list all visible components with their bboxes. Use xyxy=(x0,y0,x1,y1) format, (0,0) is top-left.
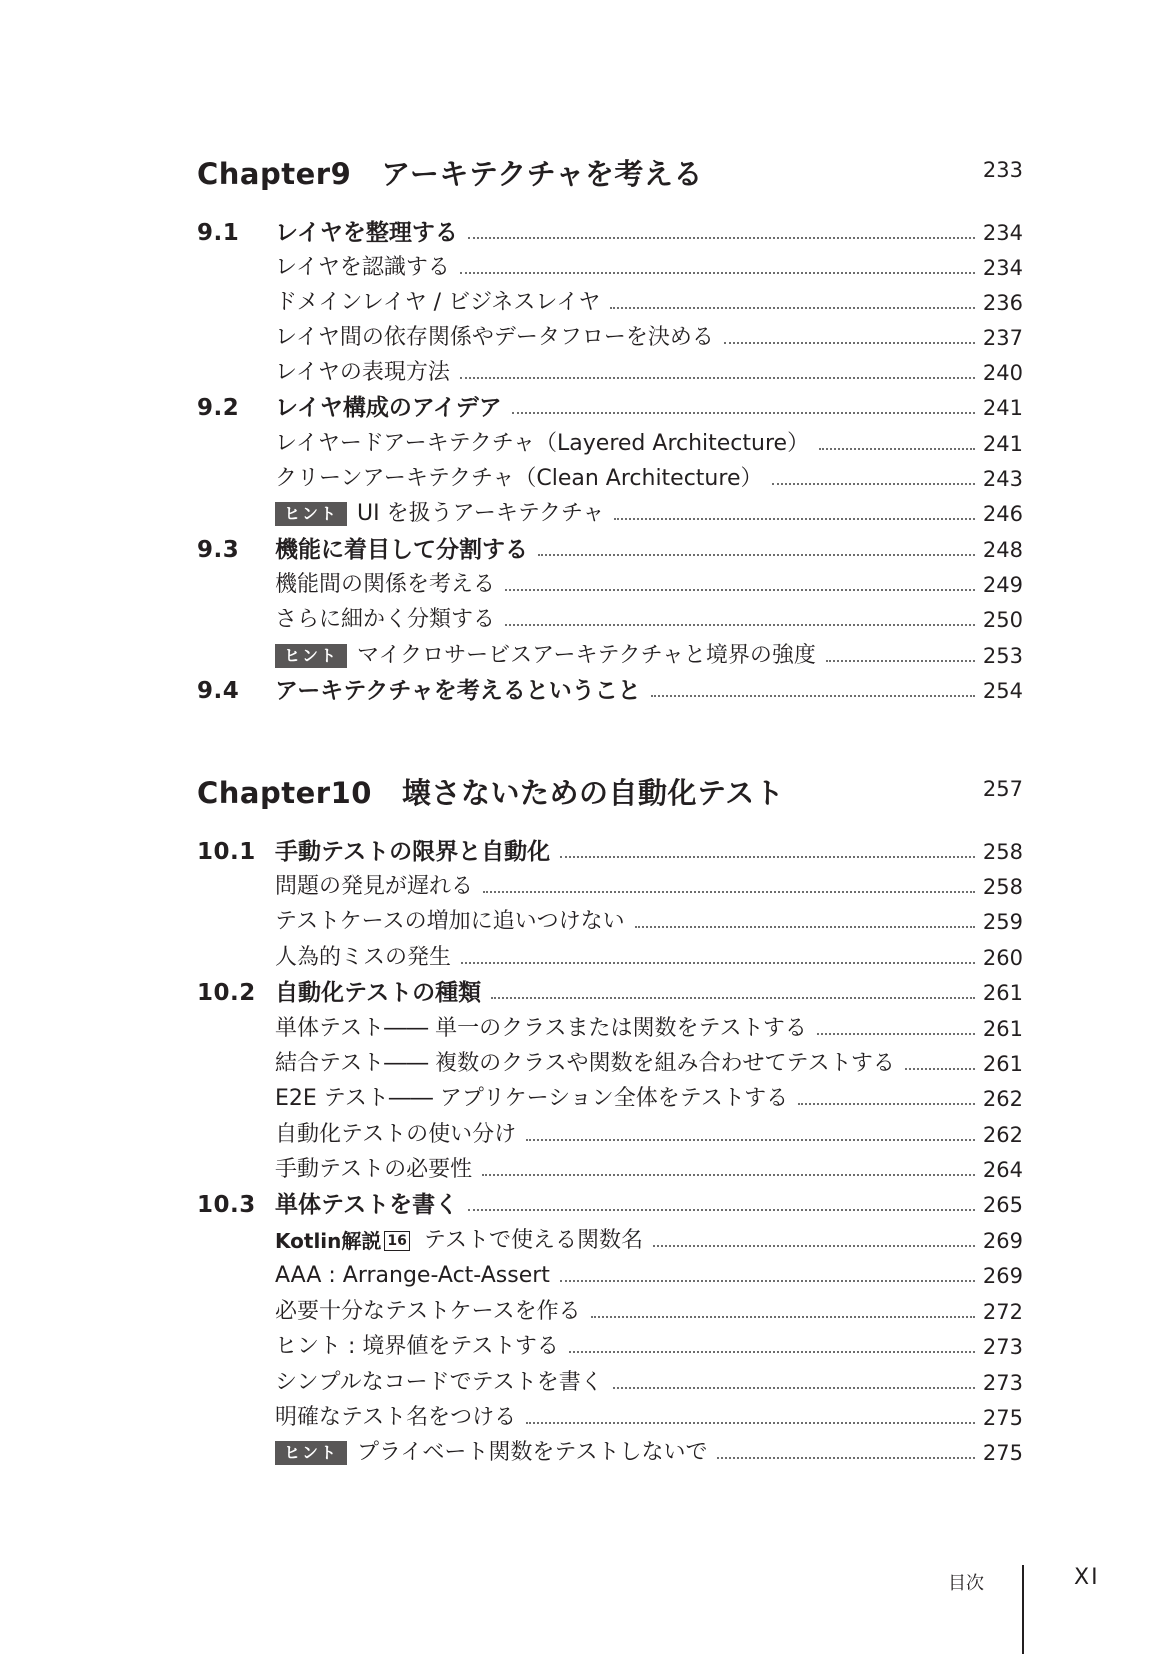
leader-dots xyxy=(460,272,975,274)
leader-dots xyxy=(613,1387,975,1389)
leader-dots xyxy=(526,1139,975,1141)
chapter-page-number: 257 xyxy=(982,777,1023,801)
hint-badge: ヒント xyxy=(275,1441,347,1465)
leader-dots xyxy=(651,695,975,697)
toc-item: レイヤの表現方法 240 xyxy=(275,360,1023,385)
toc-item: 問題の発見が遅れる 258 xyxy=(275,874,1023,899)
leader-dots xyxy=(560,856,975,858)
toc-item: 明確なテスト名をつける 275 xyxy=(275,1405,1023,1430)
footer-divider xyxy=(1022,1565,1024,1654)
toc-item: 人為的ミスの発生 260 xyxy=(275,945,1023,970)
leader-dots xyxy=(482,1174,975,1176)
footer-page-number: XI xyxy=(1074,1565,1100,1590)
leader-dots xyxy=(560,1280,975,1282)
toc-item: クリーンアーキテクチャ（Clean Architecture） 243 xyxy=(275,466,1023,491)
toc-item: 手動テストの必要性 264 xyxy=(275,1157,1023,1182)
hint-badge: ヒント xyxy=(275,644,347,668)
leader-dots xyxy=(653,1245,975,1247)
toc-hint: ヒント プライベート関数をテストしないで 275 xyxy=(197,1436,1023,1470)
leader-dots xyxy=(724,342,975,344)
toc-section: 9.2 レイヤ構成のアイデア 241 xyxy=(197,395,1023,421)
hint-badge: ヒント xyxy=(275,502,347,526)
toc-item: 自動化テストの使い分け 262 xyxy=(275,1122,1023,1147)
leader-dots xyxy=(614,518,975,520)
toc-item: 機能間の関係を考える 249 xyxy=(275,572,1023,597)
toc-item: さらに細かく分類する 250 xyxy=(275,607,1023,632)
leader-dots xyxy=(468,237,975,239)
leader-dots xyxy=(610,307,975,309)
toc-item: シンプルなコードでテストを書く 273 xyxy=(275,1370,1023,1395)
toc-item: レイヤを認識する 234 xyxy=(275,255,1023,280)
toc-item: レイヤードアーキテクチャ（Layered Architecture） 241 xyxy=(275,431,1023,456)
toc-section: 9.1 レイヤを整理する 234 xyxy=(197,220,1023,246)
leader-dots xyxy=(491,997,975,999)
toc-item: レイヤ間の依存関係やデータフローを決める 237 xyxy=(275,325,1023,350)
leader-dots xyxy=(505,589,975,591)
toc-item: AAA : Arrange-Act-Assert 269 xyxy=(275,1263,1023,1288)
leader-dots xyxy=(817,1033,975,1035)
leader-dots xyxy=(798,1103,975,1105)
toc-section: 10.2 自動化テストの種類 261 xyxy=(197,980,1023,1006)
kotlin-label: Kotlin解説 xyxy=(275,1229,382,1253)
toc-section: 10.1 手動テストの限界と自動化 258 xyxy=(197,839,1023,865)
leader-dots xyxy=(461,962,975,964)
toc-section: 10.3 単体テストを書く 265 xyxy=(197,1192,1023,1218)
toc-item: ヒント : 境界値をテストする 273 xyxy=(275,1334,1023,1359)
leader-dots xyxy=(635,926,975,928)
chapter-label: Chapter10 壊さないための自動化テスト xyxy=(197,776,785,810)
toc-hint: ヒント マイクロサービスアーキテクチャと境界の強度 253 xyxy=(197,639,1023,673)
toc-kotlin-note: Kotlin解説 16 テストで使える関数名 269 xyxy=(197,1224,1023,1258)
leader-dots xyxy=(460,377,975,379)
leader-dots xyxy=(772,483,974,485)
toc-section: 9.4 アーキテクチャを考えるということ 254 xyxy=(197,678,1023,704)
toc-item: E2E テスト―― アプリケーション全体をテストする 262 xyxy=(275,1086,1023,1111)
chapter-heading xyxy=(197,771,1023,811)
leader-dots xyxy=(826,660,975,662)
leader-dots xyxy=(512,412,975,414)
toc-item: 単体テスト―― 単一のクラスまたは関数をテストする 261 xyxy=(275,1016,1023,1041)
leader-dots xyxy=(538,554,975,556)
leader-dots xyxy=(483,891,975,893)
chapter-label: Chapter9 アーキテクチャを考える xyxy=(197,157,703,191)
leader-dots xyxy=(526,1422,975,1424)
toc-item: 必要十分なテストケースを作る 272 xyxy=(275,1299,1023,1324)
leader-dots xyxy=(591,1316,975,1318)
toc-section: 9.3 機能に着目して分割する 248 xyxy=(197,537,1023,563)
leader-dots xyxy=(905,1068,975,1070)
chapter-page-number: 233 xyxy=(982,158,1023,182)
toc-item: 結合テスト―― 複数のクラスや関数を組み合わせてテストする 261 xyxy=(275,1051,1023,1076)
leader-dots xyxy=(468,1209,975,1211)
footer-section-label: 目次 xyxy=(948,1573,984,1594)
leader-dots xyxy=(717,1457,974,1459)
toc-hint: ヒント UI を扱うアーキテクチャ 246 xyxy=(197,497,1023,531)
leader-dots xyxy=(569,1351,975,1353)
toc-item: ドメインレイヤ / ビジネスレイヤ 236 xyxy=(275,290,1023,315)
toc-item: テストケースの増加に追いつけない 259 xyxy=(275,909,1023,934)
leader-dots xyxy=(505,624,975,626)
kotlin-number-box: 16 xyxy=(384,1231,409,1251)
chapter-heading xyxy=(197,152,1023,192)
leader-dots xyxy=(819,448,975,450)
